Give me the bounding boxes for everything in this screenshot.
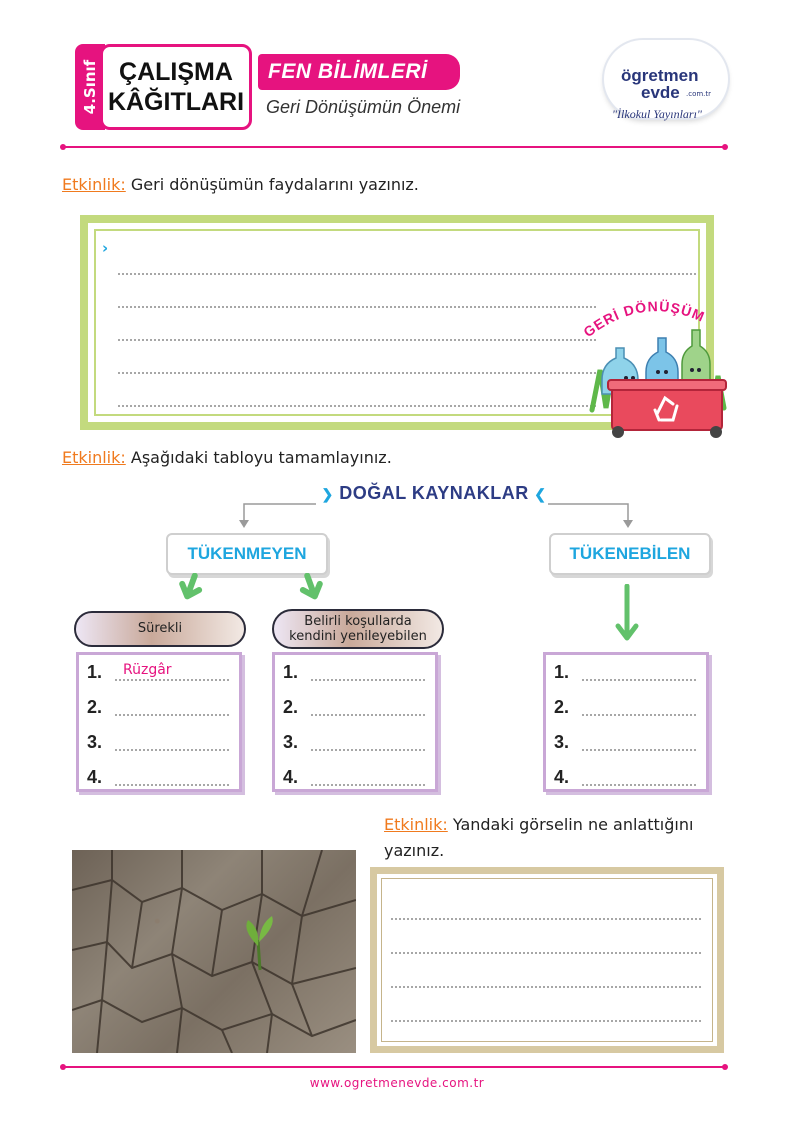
arrow-down-icon bbox=[614, 584, 640, 644]
list-item[interactable]: 2. bbox=[554, 699, 696, 719]
publisher-logo bbox=[604, 40, 728, 132]
answer-line[interactable] bbox=[118, 273, 696, 275]
footer-divider bbox=[63, 1066, 725, 1068]
list-item[interactable]: 3. bbox=[87, 734, 229, 754]
list-item[interactable]: 1. bbox=[283, 664, 425, 684]
subcategory-yenilenebilen: Belirli koşullarda kendini yenileyebilen bbox=[272, 609, 444, 649]
subject-tag: FEN BİLİMLERİ bbox=[258, 54, 460, 90]
footer-url[interactable]: www.ogretmenevde.com.tr bbox=[309, 1076, 485, 1090]
activity-keyword: Etkinlik: bbox=[62, 175, 126, 194]
recycle-cart bbox=[612, 386, 722, 430]
chevron-left-icon: ❮ bbox=[534, 486, 547, 502]
divider-dot-right bbox=[722, 1064, 728, 1070]
logo-tagline: "İlkokul Yayınları" bbox=[612, 107, 702, 121]
topic-title: Geri Dönüşümün Önemi bbox=[266, 97, 461, 117]
chevron-right-icon: › bbox=[102, 239, 109, 257]
list-item[interactable]: 3. bbox=[283, 734, 425, 754]
answer-line[interactable] bbox=[391, 952, 701, 954]
title-line-1: ÇALIŞMA bbox=[119, 58, 233, 86]
list-item[interactable]: 1. bbox=[554, 664, 696, 684]
frame-inner-border bbox=[381, 878, 713, 1042]
cracked-soil-sprout-photo bbox=[72, 850, 356, 1053]
list-item[interactable]: 2. bbox=[87, 699, 229, 719]
answer-line[interactable] bbox=[118, 405, 596, 407]
recycling-illustration bbox=[578, 290, 738, 440]
answer-line[interactable] bbox=[118, 372, 596, 374]
activity-2-heading bbox=[62, 448, 392, 467]
arrow-down-icon bbox=[298, 573, 324, 603]
activity-instruction: Yandaki görselin ne anlattığını yazınız. bbox=[384, 815, 694, 860]
list-item[interactable]: 4. bbox=[87, 769, 229, 789]
divider-dot-right bbox=[722, 144, 728, 150]
category-tukenebilen: TÜKENEBİLEN bbox=[549, 533, 711, 575]
title-line-2: KÂĞITLARI bbox=[107, 88, 245, 116]
list-item[interactable]: 4. bbox=[554, 769, 696, 789]
logo-text-line2: evde bbox=[641, 83, 680, 102]
activity-keyword: Etkinlik: bbox=[384, 815, 448, 834]
logo-text-line1: ögretmen bbox=[621, 66, 699, 85]
logo-domain: .com.tr bbox=[686, 90, 712, 98]
activity-keyword: Etkinlik: bbox=[62, 448, 126, 467]
header-divider bbox=[63, 146, 725, 148]
answer-line[interactable] bbox=[391, 918, 701, 920]
category-tukenmeyen: TÜKENMEYEN bbox=[166, 533, 328, 575]
list-item[interactable]: 2. bbox=[283, 699, 425, 719]
answer-line[interactable] bbox=[391, 986, 701, 988]
answer-frame-image bbox=[370, 867, 724, 1053]
subcategory-surekli: Sürekli bbox=[74, 611, 246, 647]
list-item[interactable]: 3. bbox=[554, 734, 696, 754]
activity-instruction: Aşağıdaki tabloyu tamamlayınız. bbox=[130, 448, 392, 467]
root-node-label: DOĞAL KAYNAKLAR bbox=[339, 483, 529, 503]
answer-line[interactable] bbox=[118, 339, 596, 341]
answer-list-yenilenebilen bbox=[272, 652, 438, 792]
worksheet-title bbox=[100, 44, 252, 130]
activity-1-heading bbox=[62, 175, 419, 194]
arrow-down-icon bbox=[178, 573, 204, 603]
activity-instruction: Geri dönüşümün faydalarını yazınız. bbox=[130, 175, 419, 194]
answer-list-surekli bbox=[76, 652, 242, 792]
answer-list-tukenebilen bbox=[543, 652, 709, 792]
list-item[interactable]: 4. bbox=[283, 769, 425, 789]
activity-3-heading bbox=[384, 812, 724, 864]
grade-tab: 4.Sınıf bbox=[75, 44, 105, 130]
chevron-right-icon: ❯ bbox=[321, 486, 334, 502]
illustration-label: GERİ DÖNÜŞÜM bbox=[580, 298, 708, 341]
answer-line[interactable] bbox=[391, 1020, 701, 1022]
list-item[interactable]: 1. Rüzgâr bbox=[87, 664, 229, 684]
tree-connectors bbox=[230, 490, 640, 530]
answer-line[interactable] bbox=[118, 306, 596, 308]
svg-text:GERİ DÖNÜŞÜM bbox=[580, 298, 707, 340]
example-answer: Rüzgâr bbox=[123, 662, 172, 678]
